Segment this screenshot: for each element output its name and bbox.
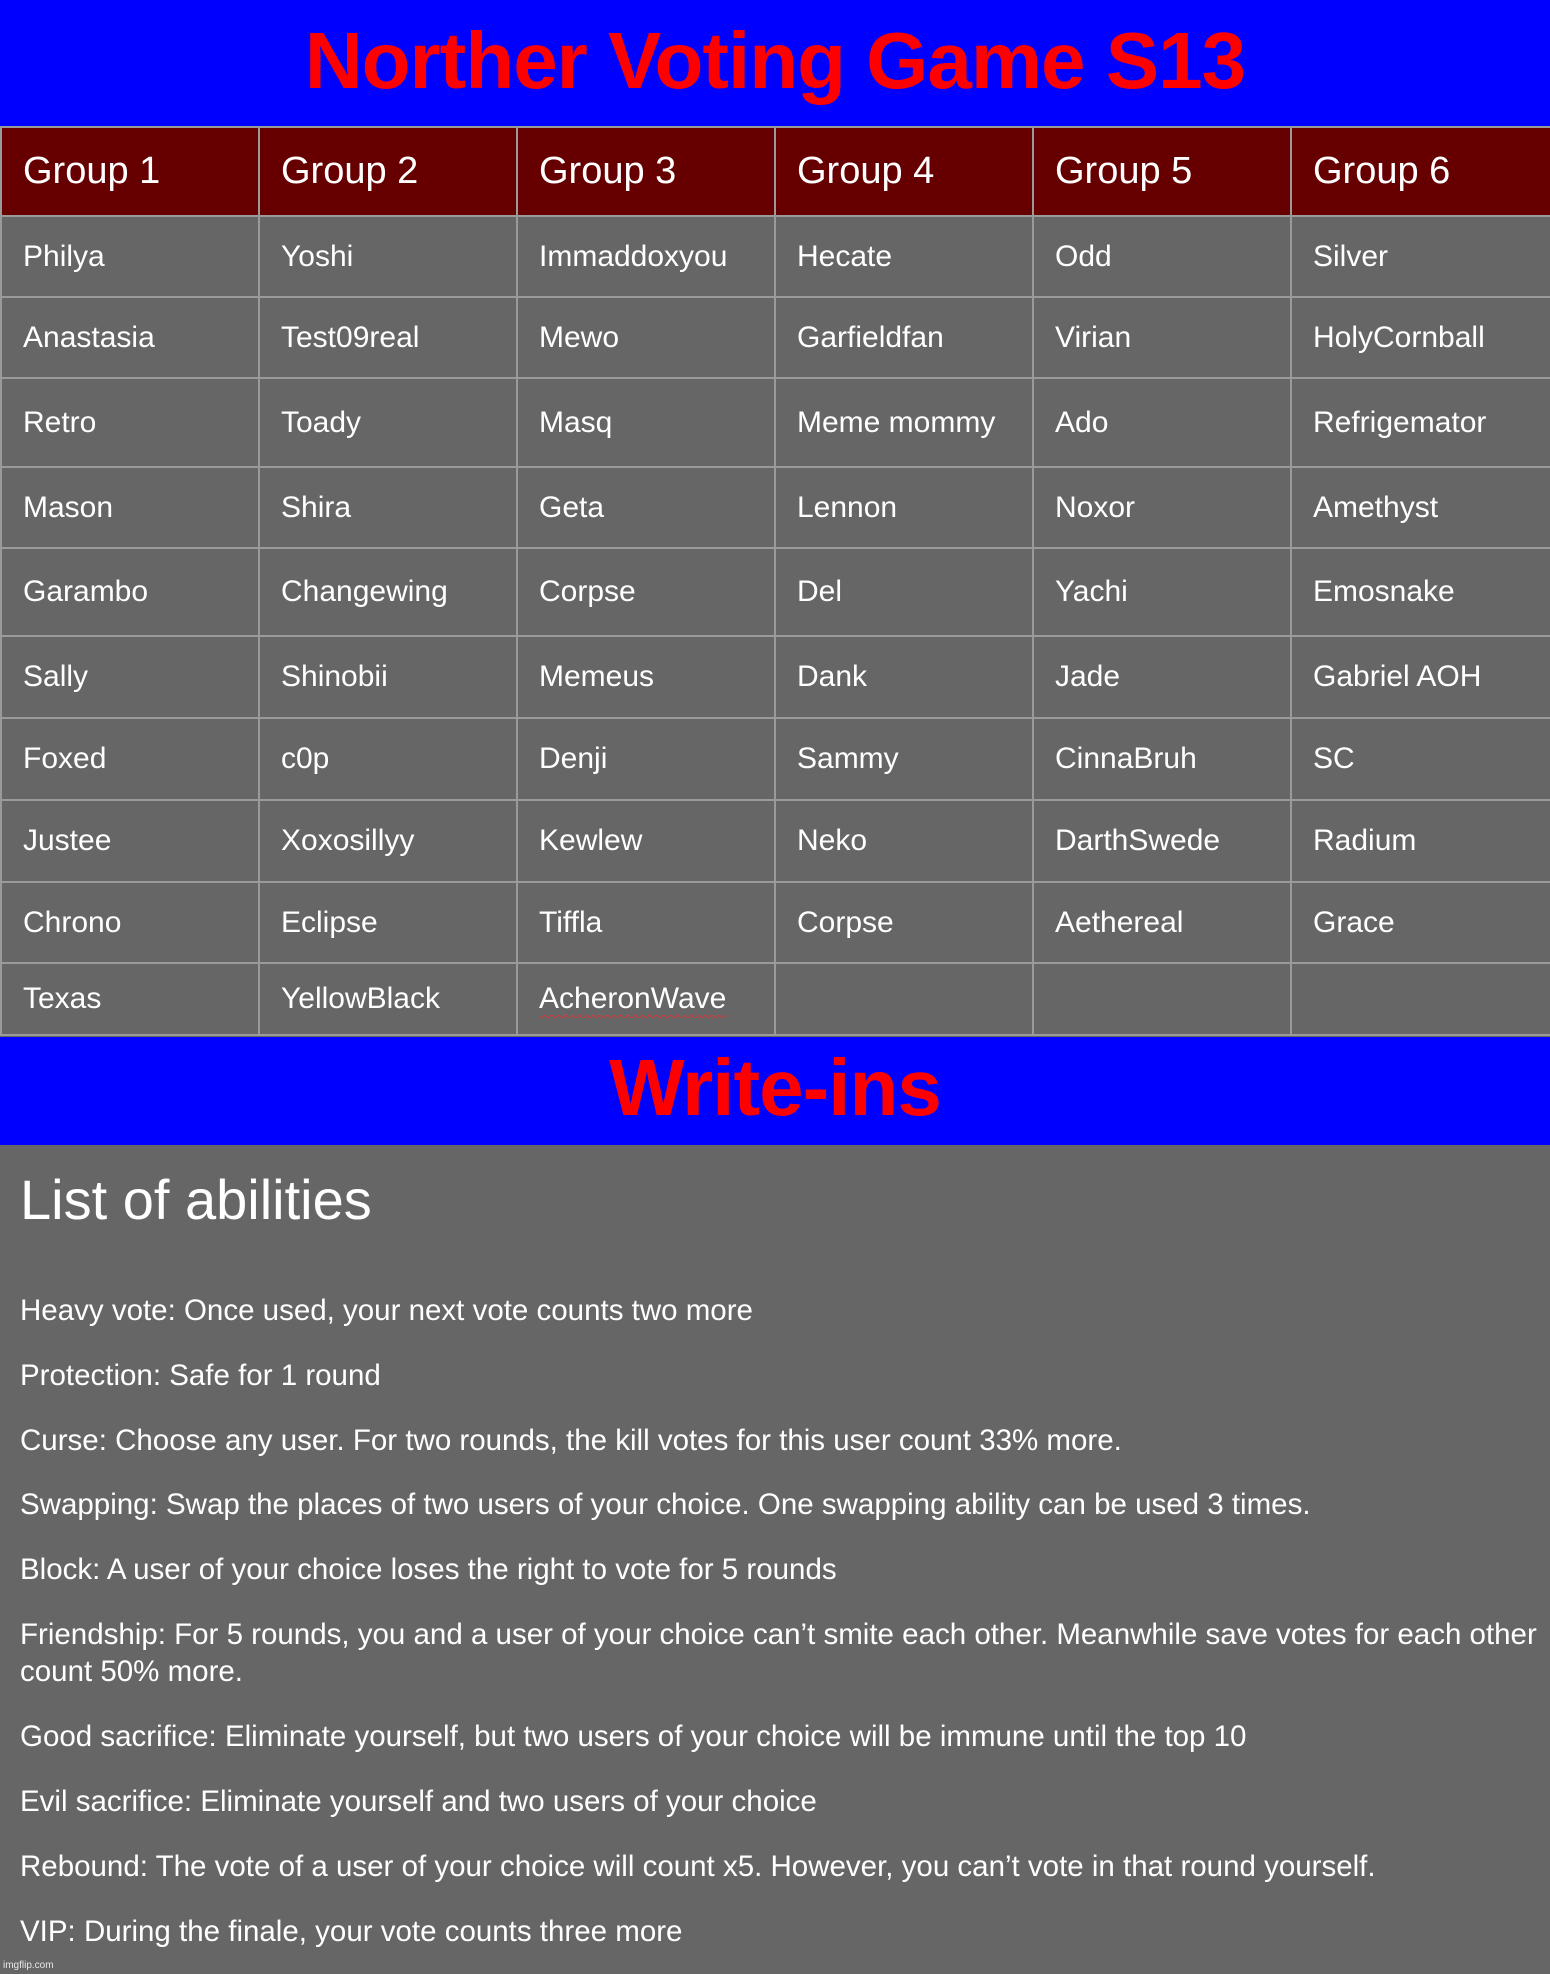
table-row [1, 963, 1550, 1035]
table-cell: Refrigemator [1291, 378, 1550, 467]
table-row [1, 636, 1550, 718]
ability-item: Curse: Choose any user. For two rounds, the kill votes for this user count 33% more. [20, 1424, 1122, 1457]
table-cell: Masq [517, 378, 775, 467]
table-header-row [1, 127, 1550, 216]
table-cell: Hecate [775, 216, 1033, 297]
table-cell: Memeus [517, 636, 775, 718]
page-title: Norther Voting Game S13 [304, 16, 1246, 105]
table-cell: Aethereal [1033, 882, 1291, 963]
table-cell: Kewlew [517, 800, 775, 882]
table-cell: Shira [259, 467, 517, 548]
table-cell: Dank [775, 636, 1033, 718]
table-cell: Lennon [775, 467, 1033, 548]
column-header-group-1: Group 1 [1, 127, 259, 216]
table-cell: Corpse [775, 882, 1033, 963]
watermark: imgflip.com [3, 1960, 54, 1971]
ability-item: Swapping: Swap the places of two users of your choice. One swapping ability can be used 3 times. [20, 1488, 1311, 1521]
table-row [1, 548, 1550, 636]
column-header-group-4: Group 4 [775, 127, 1033, 216]
table-cell: Justee [1, 800, 259, 882]
table-cell: Jade [1033, 636, 1291, 718]
table-cell: Gabriel AOH [1291, 636, 1550, 718]
table-cell: Xoxosillyy [259, 800, 517, 882]
table-cell: Garfieldfan [775, 297, 1033, 378]
ability-item: Block: A user of your choice loses the right to vote for 5 rounds [20, 1553, 837, 1586]
table-cell: Chrono [1, 882, 259, 963]
table-cell: Test09real [259, 297, 517, 378]
table-cell: Shinobii [259, 636, 517, 718]
table-cell: Amethyst [1291, 467, 1550, 548]
table-cell: Del [775, 548, 1033, 636]
ability-item: Friendship: For 5 rounds, you and a user of your choice can’t smite each other. Meanwhile save votes for each other count 50% more. [20, 1618, 1537, 1688]
title-banner [0, 0, 1550, 126]
table-cell: Toady [259, 378, 517, 467]
table-cell: Mewo [517, 297, 775, 378]
table-cell: Grace [1291, 882, 1550, 963]
table-cell: Radium [1291, 800, 1550, 882]
table-cell: Virian [1033, 297, 1291, 378]
table-cell-empty [1033, 963, 1291, 1035]
column-header-group-5: Group 5 [1033, 127, 1291, 216]
table-cell: Tiffla [517, 882, 775, 963]
table-cell: Anastasia [1, 297, 259, 378]
table-cell: Yachi [1033, 548, 1291, 636]
table-cell: DarthSwede [1033, 800, 1291, 882]
ability-item: Evil sacrifice: Eliminate yourself and two users of your choice [20, 1785, 817, 1818]
table-cell: Ado [1033, 378, 1291, 467]
table-cell: Changewing [259, 548, 517, 636]
ability-item: Rebound: The vote of a user of your choice will count x5. However, you can’t vote in that round yourself. [20, 1850, 1376, 1883]
column-header-group-6: Group 6 [1291, 127, 1550, 216]
table-row [1, 800, 1550, 882]
table-cell-empty [1291, 963, 1550, 1035]
table-cell: c0p [259, 718, 517, 800]
table-cell: Noxor [1033, 467, 1291, 548]
column-header-group-2: Group 2 [259, 127, 517, 216]
table-cell: Eclipse [259, 882, 517, 963]
table-cell: Corpse [517, 548, 775, 636]
ability-item: VIP: During the finale, your vote counts three more [20, 1915, 683, 1948]
table-cell: Sammy [775, 718, 1033, 800]
writeins-banner [0, 1037, 1550, 1145]
table-cell: Retro [1, 378, 259, 467]
table-row [1, 297, 1550, 378]
table-row [1, 378, 1550, 467]
table-row [1, 467, 1550, 548]
groups-table [0, 126, 1550, 1036]
table-cell: Emosnake [1291, 548, 1550, 636]
table-cell: Philya [1, 216, 259, 297]
writeins-title: Write-ins [609, 1043, 941, 1132]
misspelled-name: AcheronWave [539, 982, 727, 1015]
ability-item: Protection: Safe for 1 round [20, 1359, 381, 1392]
table-cell: Texas [1, 963, 259, 1035]
table-cell: SC [1291, 718, 1550, 800]
table-cell [517, 963, 775, 1035]
table-row [1, 216, 1550, 297]
table-row [1, 882, 1550, 963]
abilities-heading: List of abilities [20, 1168, 372, 1231]
abilities-section [0, 1146, 1550, 1974]
table-cell-empty [775, 963, 1033, 1035]
ability-item: Good sacrifice: Eliminate yourself, but two users of your choice will be immune until the top 10 [20, 1720, 1247, 1753]
table-cell: Odd [1033, 216, 1291, 297]
column-header-group-3: Group 3 [517, 127, 775, 216]
table-cell: Geta [517, 467, 775, 548]
table-cell: Silver [1291, 216, 1550, 297]
table-cell: Denji [517, 718, 775, 800]
table-cell: Sally [1, 636, 259, 718]
table-cell: CinnaBruh [1033, 718, 1291, 800]
table-cell: Mason [1, 467, 259, 548]
table-cell: Meme mommy [775, 378, 1033, 467]
table-cell: Yoshi [259, 216, 517, 297]
table-cell: Immaddoxyou [517, 216, 775, 297]
table-row [1, 718, 1550, 800]
table-cell: YellowBlack [259, 963, 517, 1035]
table-cell: Foxed [1, 718, 259, 800]
table-cell: Neko [775, 800, 1033, 882]
ability-item: Heavy vote: Once used, your next vote counts two more [20, 1294, 753, 1327]
table-cell: HolyCornball [1291, 297, 1550, 378]
table-cell: Garambo [1, 548, 259, 636]
